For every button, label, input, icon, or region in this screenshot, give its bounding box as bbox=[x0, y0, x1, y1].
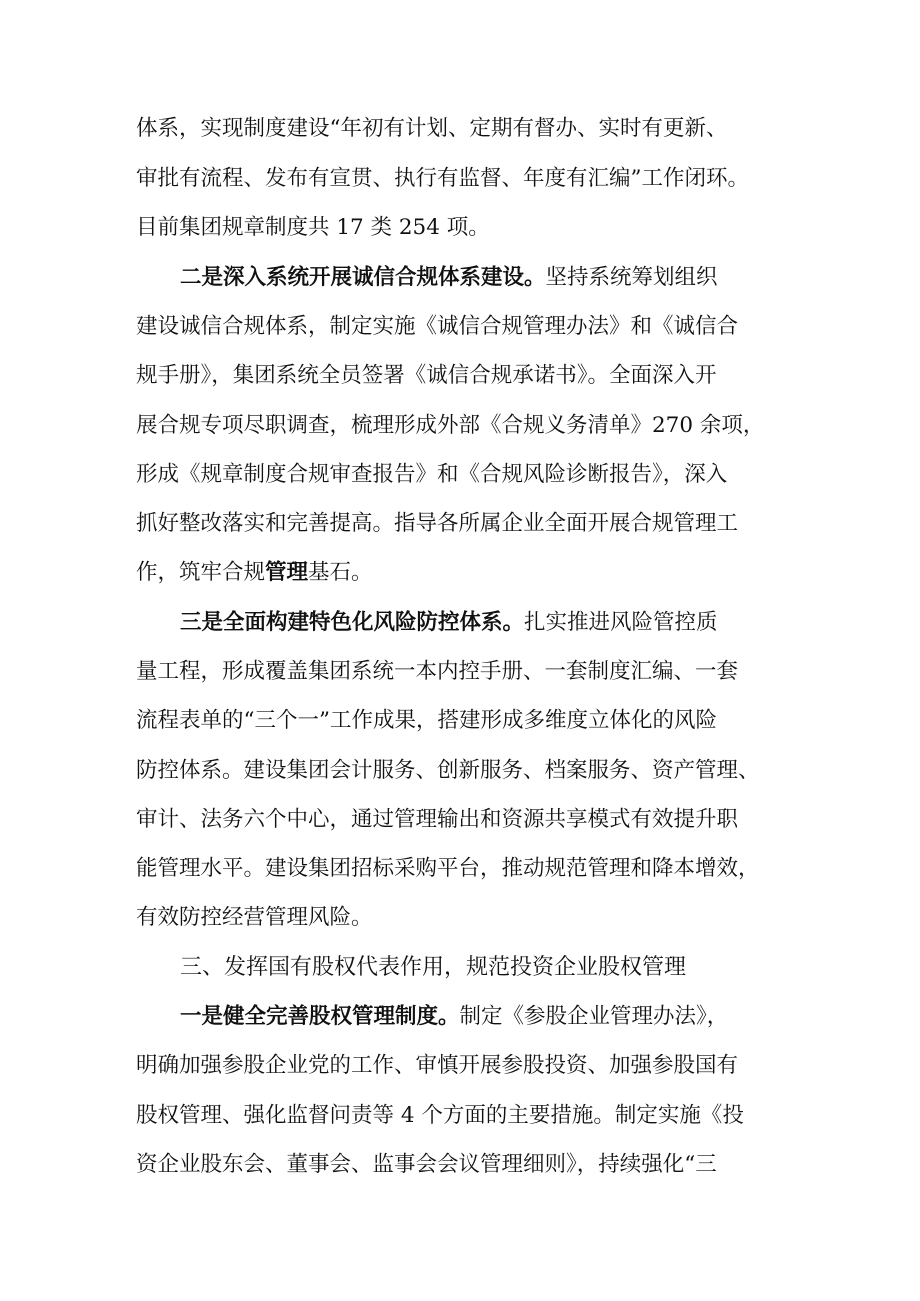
paragraph-2-line-6: 抓好整改落实和完善提高。指导各所属企业全面开展合规管理工 bbox=[136, 511, 739, 536]
paragraph-2-line-3: 规手册》，集团系统全员签署《诚信合规承诺书》。全面深入开 bbox=[136, 363, 717, 388]
paragraph-3-line-6: 能管理水平。建设集团招标采购平台，推动规范管理和降本增效， bbox=[136, 856, 760, 881]
paragraph-2-last-bold: 管理 bbox=[265, 560, 309, 585]
section-heading: 三、发挥国有股权代表作用，规范投资企业股权管理 bbox=[180, 955, 687, 980]
paragraph-2-line-1 bbox=[0, 258, 920, 298]
paragraph-3-line-2: 量工程，形成覆盖集团系统一本内控手册、一套制度汇编、一套 bbox=[136, 659, 739, 684]
paragraph-3-line-3: 流程表单的“三个一”工作成果，搭建形成多维度立体化的风险 bbox=[136, 708, 717, 733]
paragraph-3-lead: 三是全面构建特色化风险防控体系。 bbox=[180, 610, 525, 635]
paragraph-2-line-2: 建设诚信合规体系，制定实施《诚信合规管理办法》和《诚信合 bbox=[136, 314, 739, 339]
paragraph-4-lead: 一是健全完善股权管理制度。 bbox=[180, 1004, 460, 1029]
paragraph-2-last-a: 作，筑牢合规 bbox=[136, 560, 266, 585]
paragraph-4-line-2: 明确加强参股企业党的工作、审慎开展参股投资、加强参股国有 bbox=[136, 1053, 739, 1078]
paragraph-4-line-4: 资企业股东会、董事会、监事会会议管理细则》，持续强化“三 bbox=[136, 1152, 717, 1177]
paragraph-3-line-4: 防控体系。建设集团会计服务、创新服务、档案服务、资产管理、 bbox=[136, 758, 760, 783]
paragraph-2-line-4: 展合规专项尽职调查，梳理形成外部《合规义务清单》270 余项， bbox=[136, 413, 765, 438]
paragraph-1-line-1: 体系，实现制度建设“年初有计划、定期有督办、实时有更新、 bbox=[136, 116, 728, 141]
paragraph-3-line-5: 审计、法务六个中心，通过管理输出和资源共享模式有效提升职 bbox=[136, 807, 739, 832]
paragraph-1-line-3: 目前集团规章制度共 17 类 254 项。 bbox=[136, 215, 490, 240]
paragraph-2-first-rest: 坚持系统筹划组织 bbox=[545, 265, 718, 290]
paragraph-4-line-1 bbox=[0, 997, 920, 1037]
paragraph-3-line-7: 有效防控经营管理风险。 bbox=[136, 905, 373, 930]
paragraph-2-lead: 二是深入系统开展诚信合规体系建设。 bbox=[180, 265, 546, 290]
paragraph-4-line-3: 股权管理、强化监督问责等 4 个方面的主要措施。制定实施《投 bbox=[136, 1103, 744, 1128]
paragraph-2-last-b: 基石。 bbox=[308, 560, 373, 585]
paragraph-2-line-5: 形成《规章制度合规审查报告》和《合规风险诊断报告》，深入 bbox=[136, 462, 728, 487]
paragraph-1-line-2: 审批有流程、发布有宣贯、执行有监督、年度有汇编”工作闭环。 bbox=[136, 166, 749, 191]
paragraph-4-first-rest: 制定《参股企业管理办法》， bbox=[459, 1004, 729, 1029]
paragraph-3-line-1 bbox=[0, 603, 920, 643]
paragraph-2-line-7 bbox=[0, 553, 920, 593]
paragraph-3-first-rest: 扎实推进风险管控质 bbox=[524, 610, 718, 635]
